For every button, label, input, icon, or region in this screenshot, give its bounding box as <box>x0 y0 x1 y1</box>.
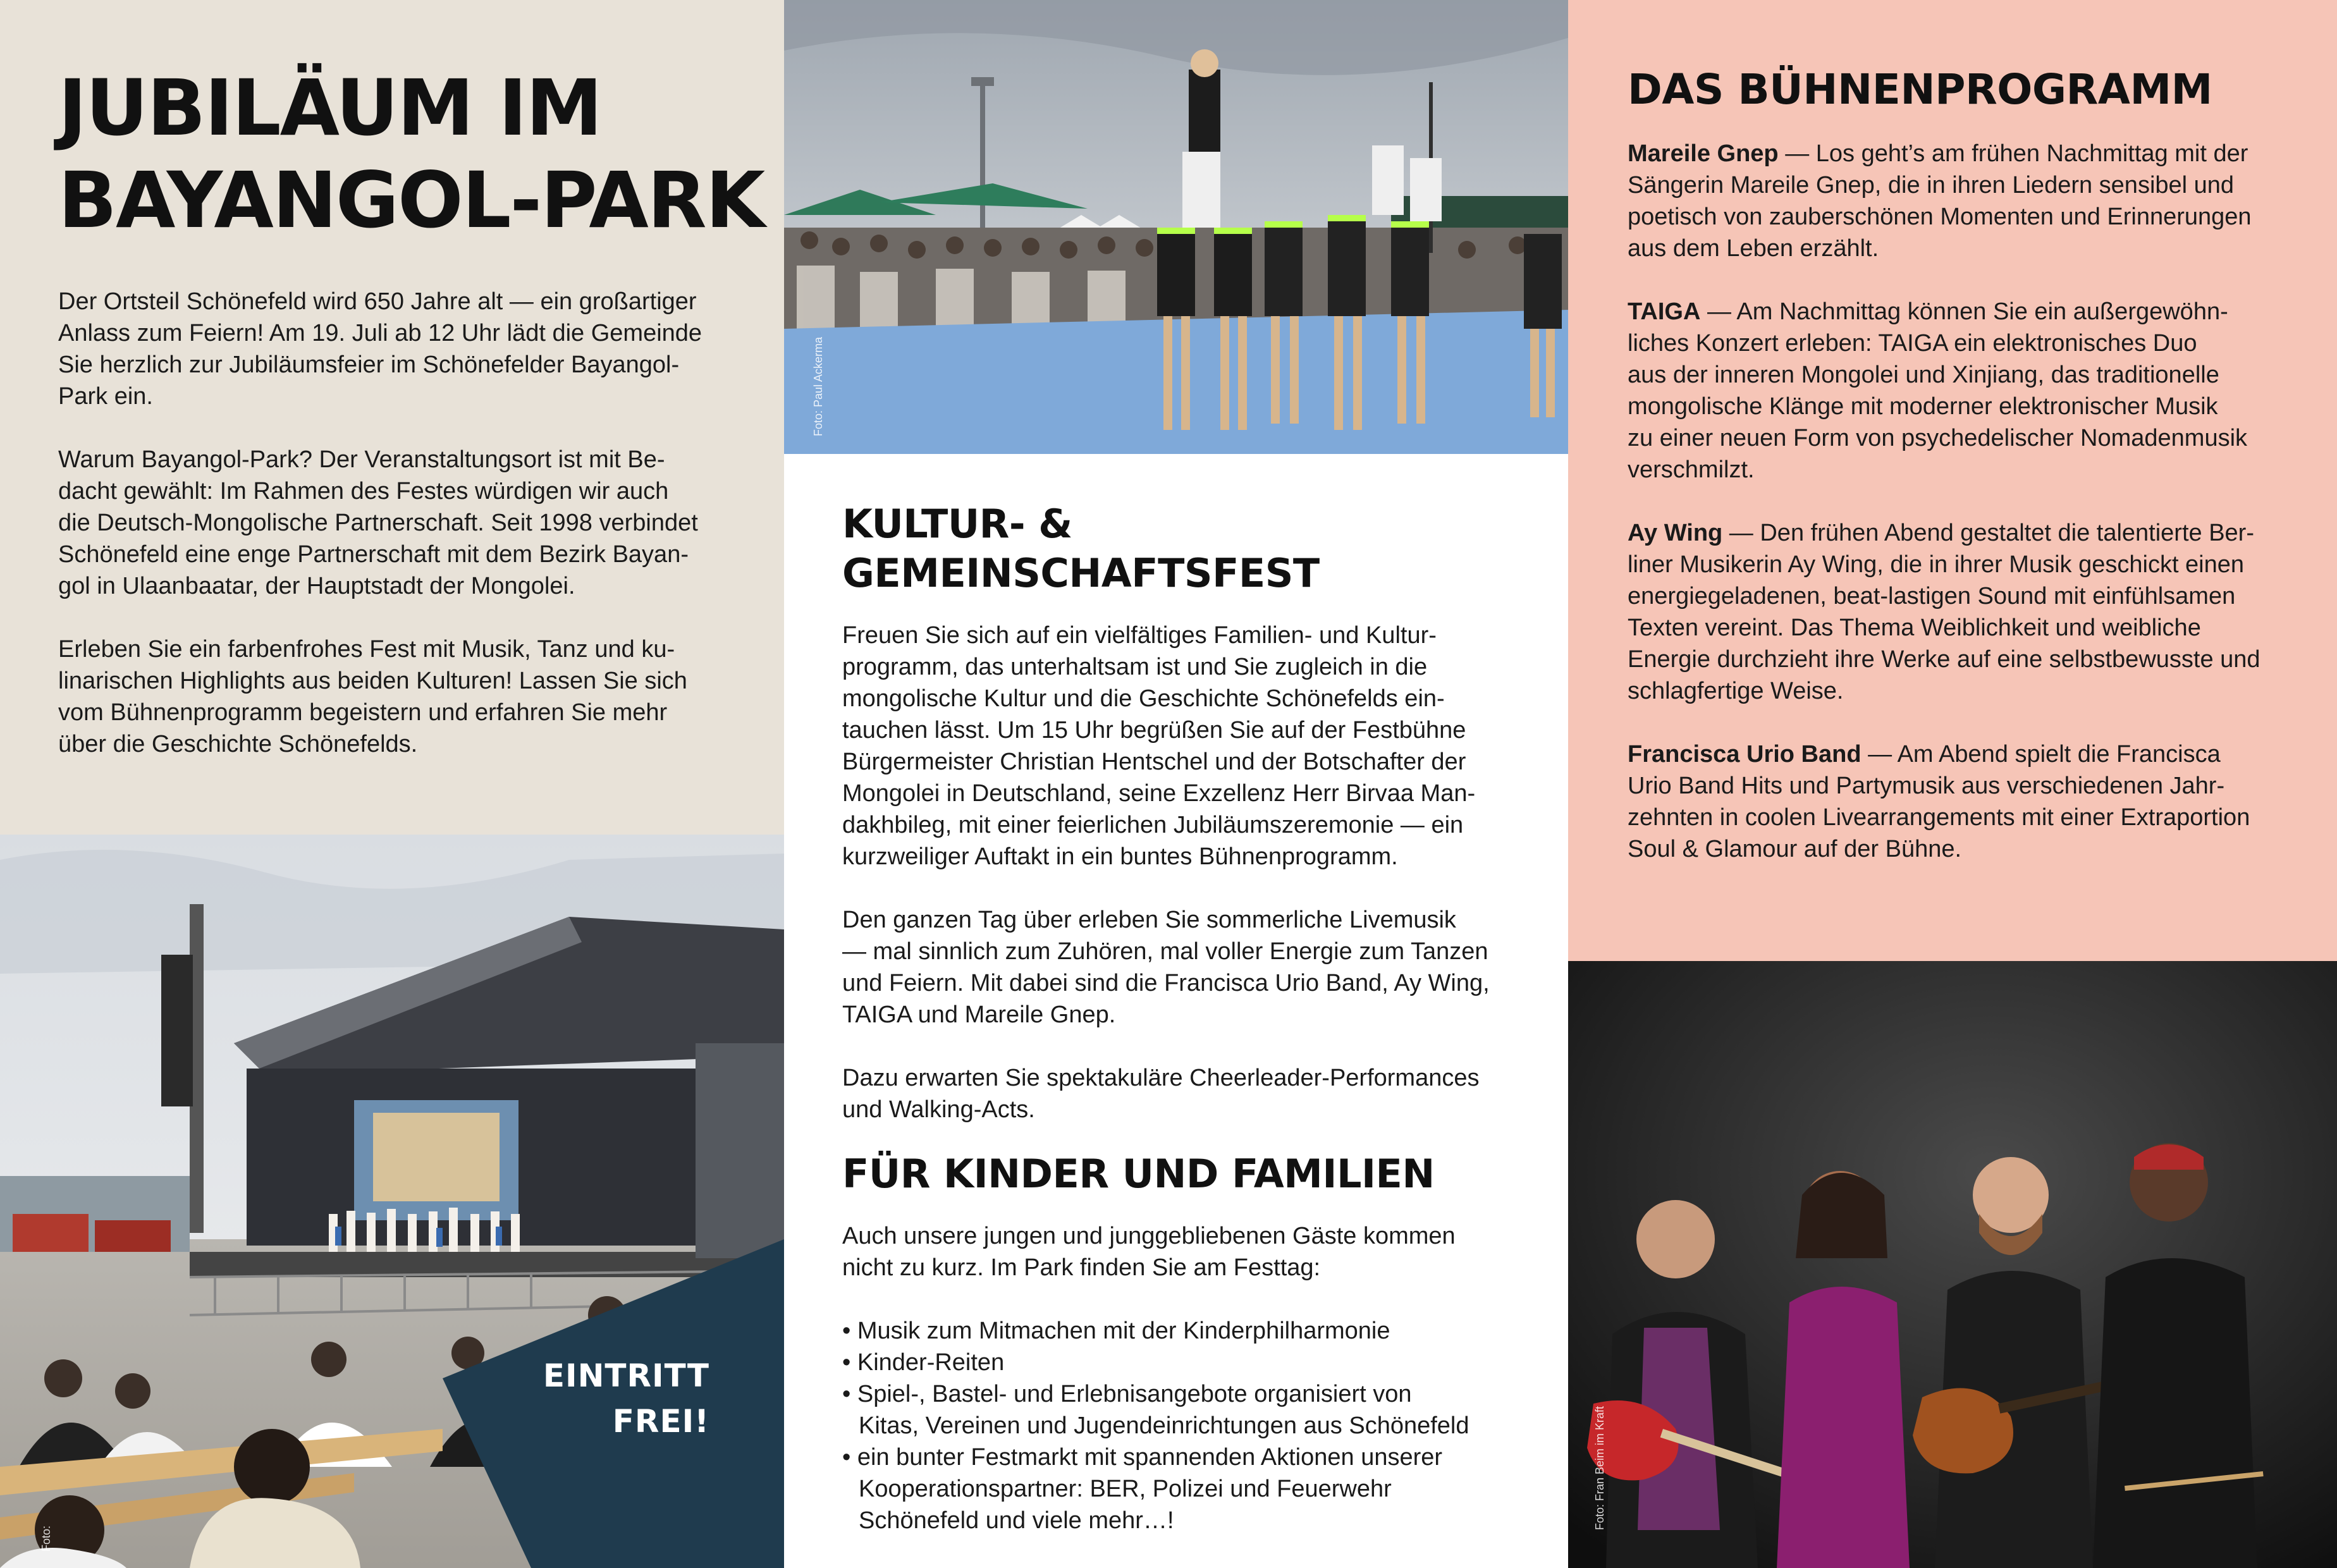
festival-paragraph-1: Freuen Sie sich auf ein vielfältiges Familien- und Kultur- programm, das unterhaltsam ist und Sie zugleich in die mongolische Kultur und die Geschichte Schönefelds ein- tauchen lässt. Um 15 Uhr begrüßen Sie auf der Festbühne Bürgermeister Christian Hentschel und der Botschafter der Mongolei in Deutschland, seine Exzellenz Herr Birvaa Man- dakhbileg, mit einer feierlichen Jubiläumszeremonie — ein kurzweiliger Auftakt in ein buntes Bühnenprogramm. <box>842 622 1476 870</box>
stage-program-panel <box>1568 0 2337 961</box>
cheerleader-photo <box>784 0 1568 454</box>
families-intro: Auch unsere jungen und junggebliebenen Gäste kommen nicht zu kurz. Im Park finden Sie am Festtag: <box>842 1223 1456 1281</box>
stage-photo-credit: Foto: <box>40 1525 52 1552</box>
intro-paragraph-3: Erleben Sie ein farbenfrohes Fest mit Musik, Tanz und ku- linarischen Highlights aus beiden Kulturen! Lassen Sie sich vom Bühnenprogramm begeistern und erfahren Sie mehr über die Geschichte Schönefelds. <box>58 636 687 757</box>
badge-line-1: EINTRITT <box>543 1357 709 1394</box>
act-description: — Los geht’s am frühen Nachmittag mit der Sängerin Mareile Gnep, die in ihren Liedern sensibel und poetisch von zauberschönen Momenten und Erinnerungen aus dem Leben erzählt. <box>1628 140 2252 262</box>
right-column <box>1568 0 2337 1568</box>
act-description: — Am Nachmittag können Sie ein außergewöhn- liches Konzert erleben: TAIGA ein elektronisches Duo aus der inneren Mongolei und Xinjiang, das traditionelle mongolische Klänge mit moderner elektronischer Musik zu einer neuen Form von psychedelischer Nomadenmusik verschmilzt. <box>1628 298 2248 483</box>
heading-kultur-fest: KULTUR- & GEMEINSCHAFTSFEST <box>842 501 1320 596</box>
families-list <box>842 1315 1544 1536</box>
left-column <box>0 0 784 1568</box>
list-item: • ein bunter Festmarkt mit spannenden Aktionen unserer Kooperationspartner: BER, Polizei und Feuerwehr Schönefeld und viele mehr…! <box>842 1444 1443 1534</box>
act-mareile-gnep <box>1628 138 2323 264</box>
cheer-photo-credit: Foto: Paul Ackerma <box>812 336 825 436</box>
list-item: • Kinder-Reiten <box>842 1349 1005 1376</box>
badge-line-2: FREI! <box>612 1403 709 1440</box>
act-taiga <box>1628 296 2323 486</box>
intro-paragraph-2: Warum Bayangol-Park? Der Veranstaltungsort ist mit Be- dacht gewählt: Im Rahmen des Festes würdigen wir auch die Deutsch-Mongolische Partnerschaft. Seit 1998 verbindet Schönefeld eine enge Partnerschaft mit dem Bezirk Bayan- gol in Ulaanbaatar, der Hauptstadt der Mongolei. <box>58 446 698 599</box>
heading-kinder-familien: FÜR KINDER UND FAMILIEN <box>842 1151 1435 1197</box>
band-photo-credit: Foto: Fran Beim im Kraft <box>1593 1406 1606 1530</box>
stage-photo <box>0 835 784 1568</box>
act-francisca-urio-band <box>1628 738 2323 865</box>
intro-paragraph-1: Der Ortsteil Schönefeld wird 650 Jahre alt — ein großartiger Anlass zum Feiern! Am 19. Juli ab 12 Uhr lädt die Gemeinde Sie herzlich zur Jubiläumsfeier im Schönefelder Bayangol- Park ein. <box>58 288 702 410</box>
act-description: — Am Abend spielt die Francisca Urio Band Hits und Partymusik aus verschiedenen Jahr- zehnten in coolen Livearrangements mit einer Extraportion Soul & Glamour auf der Bühne. <box>1628 741 2250 862</box>
heading-buehnenprogramm: DAS BÜHNENPROGRAMM <box>1628 65 2212 114</box>
act-name: Francisca Urio Band <box>1628 741 1862 768</box>
festival-section <box>842 499 1544 1536</box>
band-photo <box>1568 961 2337 1568</box>
festival-paragraph-3: Dazu erwarten Sie spektakuläre Cheerleader-Performances und Walking-Acts. <box>842 1065 1480 1123</box>
festival-paragraph-2: Den ganzen Tag über erleben Sie sommerliche Livemusik — mal sinnlich zum Zuhören, mal voller Energie zum Tanzen und Feiern. Mit dabei sind die Francisca Urio Band, Ay Wing, TAIGA und Mareile Gnep. <box>842 907 1490 1028</box>
band-photo-illustration <box>1568 961 2337 1568</box>
middle-column <box>784 0 1568 1568</box>
intro-panel <box>0 0 784 835</box>
list-item: • Spiel-, Bastel- und Erlebnisangebote organisiert von Kitas, Vereinen und Jugendeinrichtungen aus Schönefeld <box>842 1381 1469 1439</box>
free-entry-badge <box>543 1353 709 1444</box>
list-item: • Musik zum Mitmachen mit der Kinderphilharmonie <box>842 1318 1390 1344</box>
stage-photo-illustration <box>0 835 784 1568</box>
page-title: JUBILÄUM IM BAYANGOL-PARK <box>58 63 764 245</box>
intro-body <box>58 286 741 792</box>
act-name: Ay Wing <box>1628 520 1723 546</box>
cheerleader-photo-illustration <box>784 0 1568 454</box>
act-name: Mareile Gnep <box>1628 140 1779 167</box>
act-description: — Den frühen Abend gestaltet die talentierte Ber- liner Musikerin Ay Wing, die in ihrer Musik geschickt einen energiegeladenen, beat-lastigen Sound mit einfühlsamen Texten vereint. Das Thema Weiblichkeit und weibliche Energie durchzieht ihre Werke auf eine selbstbewusste und schlagfertige Weise. <box>1628 520 2260 704</box>
act-name: TAIGA <box>1628 298 1701 325</box>
stage-program-body <box>1628 63 2323 897</box>
act-ay-wing <box>1628 517 2323 707</box>
